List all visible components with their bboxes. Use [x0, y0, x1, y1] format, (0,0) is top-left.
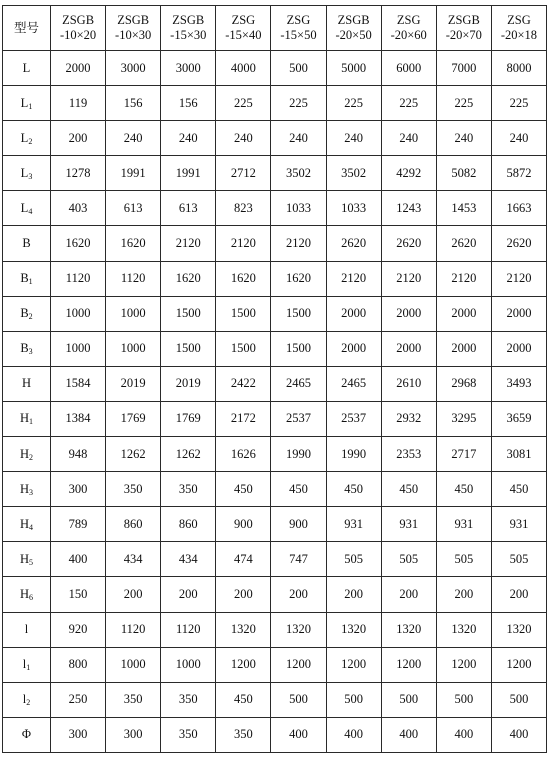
table-cell: 505 [381, 542, 436, 577]
table-row [3, 261, 547, 296]
table-cell: 1620 [51, 226, 106, 261]
table-cell: 2620 [326, 226, 381, 261]
table-cell: 225 [271, 86, 326, 121]
model-size: -20×70 [445, 28, 482, 42]
table-cell: 1000 [51, 296, 106, 331]
table-cell: 931 [436, 507, 491, 542]
row-label [3, 226, 51, 261]
table-cell: 5082 [436, 156, 491, 191]
table-cell: 3502 [326, 156, 381, 191]
model-size: -15×30 [170, 28, 207, 42]
table-cell: 2019 [106, 366, 161, 401]
table-cell: 200 [271, 577, 326, 612]
table-cell: 2120 [161, 226, 216, 261]
table-cell: 1620 [216, 261, 271, 296]
row-label [3, 507, 51, 542]
table-cell: 2422 [216, 366, 271, 401]
table-cell: 2019 [161, 366, 216, 401]
table-row [3, 507, 547, 542]
table-cell: 1500 [271, 296, 326, 331]
row-label [3, 647, 51, 682]
table-cell: 1320 [491, 612, 546, 647]
table-row [3, 296, 547, 331]
dimension-symbol: H [19, 411, 30, 426]
table-cell: 500 [436, 682, 491, 717]
table-cell: 2172 [216, 401, 271, 436]
dimension-subscript: 3 [28, 347, 33, 357]
model-series: ZSG [231, 13, 256, 27]
table-cell: 200 [216, 577, 271, 612]
spec-table [2, 5, 547, 753]
table-cell: 400 [436, 717, 491, 752]
model-size: -20×50 [335, 28, 372, 42]
table-cell: 240 [326, 121, 381, 156]
row-label [3, 612, 51, 647]
table-row [3, 86, 547, 121]
model-series: ZSG [286, 13, 311, 27]
table-cell: 434 [161, 542, 216, 577]
table-cell: 200 [106, 577, 161, 612]
dimension-symbol: H [19, 551, 30, 566]
table-cell: 200 [51, 121, 106, 156]
table-cell: 1200 [326, 647, 381, 682]
dimension-symbol: H [19, 586, 30, 601]
row-label [3, 577, 51, 612]
dimension-subscript: 2 [28, 312, 33, 322]
table-cell: 240 [216, 121, 271, 156]
table-cell: 8000 [491, 51, 546, 86]
table-cell: 150 [51, 577, 106, 612]
table-row [3, 682, 547, 717]
row-label [3, 401, 51, 436]
dimension-symbol: H [19, 446, 30, 461]
table-cell: 1991 [106, 156, 161, 191]
column-header-model [216, 6, 271, 51]
column-header-model [491, 6, 546, 51]
table-cell: 2000 [436, 296, 491, 331]
table-cell: 1769 [106, 401, 161, 436]
row-label [3, 261, 51, 296]
table-cell: 1000 [161, 647, 216, 682]
table-cell: 2620 [436, 226, 491, 261]
column-header-model [381, 6, 436, 51]
table-cell: 1620 [271, 261, 326, 296]
table-cell: 2120 [436, 261, 491, 296]
dimension-subscript: 2 [28, 136, 33, 146]
table-cell: 250 [51, 682, 106, 717]
dimension-symbol: B [22, 236, 31, 251]
table-cell: 2000 [491, 296, 546, 331]
model-size: -20×60 [390, 28, 427, 42]
row-label [3, 86, 51, 121]
table-cell: 860 [161, 507, 216, 542]
table-cell: 200 [326, 577, 381, 612]
table-cell: 225 [491, 86, 546, 121]
table-cell: 400 [326, 717, 381, 752]
dimension-subscript: 1 [28, 101, 33, 111]
table-cell: 747 [271, 542, 326, 577]
table-cell: 1033 [326, 191, 381, 226]
dimension-subscript: 6 [29, 592, 34, 602]
dimension-symbol: L [20, 130, 29, 145]
table-cell: 1320 [326, 612, 381, 647]
table-cell: 1453 [436, 191, 491, 226]
dimension-symbol: Φ [21, 727, 32, 742]
row-label [3, 51, 51, 86]
dimension-subscript: 1 [29, 417, 34, 427]
row-label [3, 296, 51, 331]
table-cell: 613 [161, 191, 216, 226]
table-cell: 400 [491, 717, 546, 752]
model-series: ZSG [396, 13, 421, 27]
table-cell: 200 [161, 577, 216, 612]
table-cell: 3295 [436, 401, 491, 436]
table-cell: 505 [326, 542, 381, 577]
table-cell: 1200 [271, 647, 326, 682]
model-series: ZSG [507, 13, 531, 27]
table-row [3, 366, 547, 401]
dimension-symbol: H [19, 481, 30, 496]
row-label [3, 717, 51, 752]
table-cell: 1262 [161, 437, 216, 472]
table-cell: 240 [381, 121, 436, 156]
corner-label: 型号 [3, 6, 51, 51]
table-cell: 5000 [326, 51, 381, 86]
row-label [3, 121, 51, 156]
dimension-subscript: 3 [28, 171, 33, 181]
table-cell: 350 [106, 472, 161, 507]
table-cell: 2000 [51, 51, 106, 86]
dimension-symbol: L [20, 165, 29, 180]
table-cell: 7000 [436, 51, 491, 86]
table-cell: 931 [381, 507, 436, 542]
dimension-subscript: 5 [29, 557, 34, 567]
model-size: -15×40 [225, 28, 262, 42]
column-header-model [161, 6, 216, 51]
table-cell: 900 [271, 507, 326, 542]
row-label [3, 331, 51, 366]
dimension-symbol: L [20, 200, 29, 215]
table-cell: 2932 [381, 401, 436, 436]
table-cell: 450 [436, 472, 491, 507]
table-row [3, 226, 547, 261]
table-cell: 2000 [381, 331, 436, 366]
table-cell: 1000 [51, 331, 106, 366]
table-cell: 2465 [326, 366, 381, 401]
table-cell: 450 [216, 682, 271, 717]
table-cell: 500 [491, 682, 546, 717]
header-row [3, 6, 547, 51]
model-size: -10×20 [59, 28, 97, 42]
table-cell: 2620 [491, 226, 546, 261]
table-cell: 200 [491, 577, 546, 612]
table-cell: 2120 [491, 261, 546, 296]
table-cell: 300 [51, 717, 106, 752]
table-cell: 800 [51, 647, 106, 682]
table-cell: 931 [491, 507, 546, 542]
table-cell: 860 [106, 507, 161, 542]
table-cell: 2000 [381, 296, 436, 331]
dimension-symbol: L [20, 95, 29, 110]
table-cell: 500 [271, 682, 326, 717]
row-label [3, 366, 51, 401]
table-cell: 225 [216, 86, 271, 121]
table-row [3, 331, 547, 366]
table-row [3, 401, 547, 436]
table-cell: 4292 [381, 156, 436, 191]
table-cell: 240 [491, 121, 546, 156]
table-cell: 1262 [106, 437, 161, 472]
table-cell: 2000 [491, 331, 546, 366]
column-header-model [106, 6, 161, 51]
table-row [3, 542, 547, 577]
table-cell: 450 [381, 472, 436, 507]
row-label [3, 437, 51, 472]
table-cell: 2712 [216, 156, 271, 191]
table-cell: 403 [51, 191, 106, 226]
table-cell: 6000 [381, 51, 436, 86]
dimension-subscript: 3 [29, 487, 34, 497]
table-cell: 400 [51, 542, 106, 577]
table-cell: 1584 [51, 366, 106, 401]
table-cell: 3493 [491, 366, 546, 401]
table-cell: 450 [491, 472, 546, 507]
table-cell: 1991 [161, 156, 216, 191]
table-cell: 3659 [491, 401, 546, 436]
model-series: ZSGB [447, 13, 480, 27]
table-header [3, 6, 547, 51]
table-cell: 400 [381, 717, 436, 752]
table-cell: 2120 [271, 226, 326, 261]
table-cell: 474 [216, 542, 271, 577]
dimension-subscript: 2 [29, 452, 34, 462]
table-cell: 2120 [381, 261, 436, 296]
dimension-symbol: H [21, 376, 32, 391]
table-body [3, 51, 547, 753]
column-header-model [51, 6, 106, 51]
table-cell: 240 [161, 121, 216, 156]
table-cell: 948 [51, 437, 106, 472]
table-cell: 1200 [436, 647, 491, 682]
row-label [3, 156, 51, 191]
table-cell: 350 [216, 717, 271, 752]
table-cell: 3502 [271, 156, 326, 191]
column-header-model [326, 6, 381, 51]
table-cell: 1120 [161, 612, 216, 647]
table-cell: 1320 [271, 612, 326, 647]
model-series: ZSGB [117, 13, 150, 27]
table-cell: 350 [161, 472, 216, 507]
table-cell: 1626 [216, 437, 271, 472]
table-cell: 3081 [491, 437, 546, 472]
table-cell: 225 [326, 86, 381, 121]
table-cell: 3000 [106, 51, 161, 86]
table-cell: 4000 [216, 51, 271, 86]
table-cell: 1500 [161, 331, 216, 366]
table-cell: 3000 [161, 51, 216, 86]
table-cell: 2537 [271, 401, 326, 436]
table-cell: 1990 [326, 437, 381, 472]
table-cell: 2620 [381, 226, 436, 261]
table-cell: 225 [381, 86, 436, 121]
table-cell: 2000 [326, 331, 381, 366]
table-cell: 156 [106, 86, 161, 121]
table-cell: 1769 [161, 401, 216, 436]
table-row [3, 717, 547, 752]
table-cell: 505 [491, 542, 546, 577]
table-cell: 119 [51, 86, 106, 121]
dimension-subscript: 2 [26, 698, 31, 708]
table-cell: 500 [381, 682, 436, 717]
table-cell: 2537 [326, 401, 381, 436]
table-cell: 1990 [271, 437, 326, 472]
table-row [3, 437, 547, 472]
table-cell: 1120 [51, 261, 106, 296]
table-cell: 1120 [106, 261, 161, 296]
row-label [3, 472, 51, 507]
table-row [3, 156, 547, 191]
table-cell: 1243 [381, 191, 436, 226]
row-label [3, 542, 51, 577]
table-cell: 350 [161, 717, 216, 752]
table-cell: 2000 [436, 331, 491, 366]
table-row [3, 191, 547, 226]
table-cell: 500 [326, 682, 381, 717]
dimension-subscript: 1 [28, 277, 33, 287]
table-cell: 1120 [106, 612, 161, 647]
table-cell: 434 [106, 542, 161, 577]
table-row [3, 647, 547, 682]
table-cell: 613 [106, 191, 161, 226]
table-cell: 450 [216, 472, 271, 507]
model-size: -20×18 [500, 28, 538, 42]
table-cell: 505 [436, 542, 491, 577]
table-cell: 400 [271, 717, 326, 752]
table-cell: 240 [271, 121, 326, 156]
table-row [3, 121, 547, 156]
table-row [3, 472, 547, 507]
table-cell: 1033 [271, 191, 326, 226]
table-cell: 2120 [326, 261, 381, 296]
table-cell: 300 [106, 717, 161, 752]
table-cell: 1384 [51, 401, 106, 436]
model-series: ZSGB [172, 13, 205, 27]
table-cell: 225 [436, 86, 491, 121]
table-row [3, 612, 547, 647]
table-cell: 1620 [161, 261, 216, 296]
dimension-symbol: H [19, 516, 30, 531]
table-cell: 1200 [216, 647, 271, 682]
table-cell: 500 [271, 51, 326, 86]
table-cell: 350 [161, 682, 216, 717]
table-cell: 1000 [106, 647, 161, 682]
table-cell: 789 [51, 507, 106, 542]
table-cell: 350 [106, 682, 161, 717]
table-cell: 1200 [381, 647, 436, 682]
model-series: ZSGB [337, 13, 370, 27]
table-row [3, 51, 547, 86]
dimension-symbol: B [20, 341, 29, 356]
table-row [3, 577, 547, 612]
table-cell: 156 [161, 86, 216, 121]
table-cell: 1320 [381, 612, 436, 647]
table-cell: 1000 [106, 296, 161, 331]
table-cell: 200 [436, 577, 491, 612]
column-header-model [271, 6, 326, 51]
dimension-symbol: L [22, 60, 31, 75]
table-cell: 1000 [106, 331, 161, 366]
table-cell: 300 [51, 472, 106, 507]
table-cell: 1500 [216, 296, 271, 331]
dimension-subscript: 1 [26, 663, 31, 673]
table-cell: 2353 [381, 437, 436, 472]
table-cell: 1320 [216, 612, 271, 647]
table-cell: 823 [216, 191, 271, 226]
model-size: -10×30 [115, 28, 152, 42]
dimension-symbol: B [20, 306, 29, 321]
table-cell: 2968 [436, 366, 491, 401]
table-cell: 920 [51, 612, 106, 647]
table-cell: 900 [216, 507, 271, 542]
dimension-subscript: 4 [29, 522, 34, 532]
table-cell: 1278 [51, 156, 106, 191]
table-cell: 2465 [271, 366, 326, 401]
dimension-symbol: B [20, 271, 29, 286]
table-cell: 450 [326, 472, 381, 507]
dimension-subscript: 4 [28, 206, 33, 216]
table-cell: 2717 [436, 437, 491, 472]
table-cell: 240 [106, 121, 161, 156]
table-cell: 1500 [161, 296, 216, 331]
row-label [3, 682, 51, 717]
dimension-symbol: l [22, 657, 27, 672]
column-header-model [436, 6, 491, 51]
table-cell: 450 [271, 472, 326, 507]
table-cell: 1620 [106, 226, 161, 261]
model-size: -15×50 [280, 28, 317, 42]
table-cell: 1663 [491, 191, 546, 226]
table-cell: 2120 [216, 226, 271, 261]
table-cell: 2000 [326, 296, 381, 331]
model-series: ZSGB [62, 13, 95, 27]
table-cell: 1320 [436, 612, 491, 647]
table-cell: 200 [381, 577, 436, 612]
table-cell: 1500 [216, 331, 271, 366]
table-cell: 1200 [491, 647, 546, 682]
table-cell: 931 [326, 507, 381, 542]
table-cell: 5872 [491, 156, 546, 191]
table-cell: 2610 [381, 366, 436, 401]
dimension-symbol: l [22, 692, 27, 707]
table-cell: 1500 [271, 331, 326, 366]
table-cell: 240 [436, 121, 491, 156]
row-label [3, 191, 51, 226]
dimension-symbol: l [24, 622, 29, 637]
